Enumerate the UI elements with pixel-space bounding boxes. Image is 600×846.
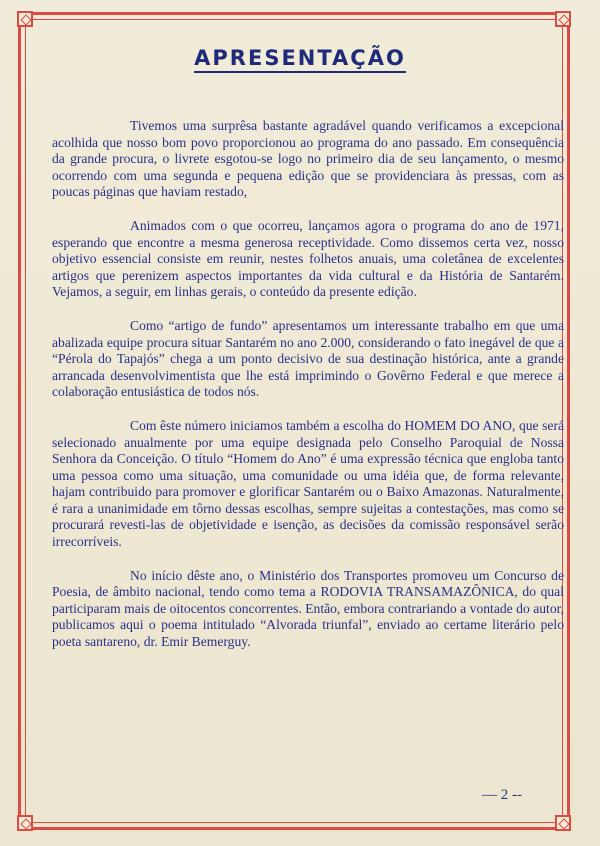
corner-ornament-icon bbox=[17, 11, 33, 27]
page-title-text: APRESENTAÇÃO bbox=[194, 46, 406, 73]
corner-ornament-icon bbox=[555, 11, 571, 27]
body-text bbox=[52, 118, 564, 651]
paragraph: Como “artigo de fundo” apresentamos um interessante trabalho em que uma abalizada equipe procura situar Santarém no ano 2.000, considerando o fato inegável de que a “Pérola do Tapajós” chega a um ponto decisivo de sua destinação histórica, ante a grande arrancada desenvolvimentista que lhe está imprimindo o Govêrno Federal e que merece a colaboração entusiástica de todos nós. bbox=[52, 317, 564, 400]
paragraph: Tivemos uma surprêsa bastante agradável quando verificamos a excepcional acolhida que nosso bom povo proporcionou ao programa do ano passado. Em consequência da grande procura, o livrete esgotou-se logo no primeiro dia de seu lançamento, o mesmo ocorrendo com uma segunda e pequena edição que se providenciara às pressas, com as poucas páginas que haviam restado, bbox=[52, 118, 564, 200]
paragraph: No início dêste ano, o Ministério dos Transportes promoveu um Concurso de Poesia, de âmbito nacional, tendo como tema a RODOVIA TRANSAMAZÔNICA, do qual participaram mais de oitocentos concorrentes. Então, embora contrariando a vontade do autor, publicamos aqui o poema intitulado “Alvorada triunfal”, enviado ao certame literário pelo poeta santareno, dr. Emir Bemerguy. bbox=[52, 567, 564, 650]
paragraph: Com êste número iniciamos também a escolha do HOMEM DO ANO, que será selecionado anualmente por uma equipe designada pelo Conselho Paroquial de Nossa Senhora da Conceição. O título “Homem do Ano” é uma expressão técnica que engloba tanto uma pessoa como uma situação, uma comunidade ou uma idéia que, de forma relevante, hajam contribuido para promover e glorificar Santarém ou o Baixo Amazonas. Naturalmente, é rara a unanimidade em tôrno dessas escolhas, sempre sujeitas a contestações, mas como se procurará revesti-las de objetividade e isenção, as decisões da comissão responsável serão irrecorríveis. bbox=[52, 417, 564, 550]
corner-ornament-icon bbox=[17, 815, 33, 831]
corner-ornament-icon bbox=[555, 815, 571, 831]
page-title bbox=[0, 46, 600, 73]
page-number: — 2 -- bbox=[482, 787, 522, 803]
paragraph: Animados com o que ocorreu, lançamos agora o programa do ano de 1971, esperando que encontre a mesma generosa receptividade. Como dissemos certa vez, nosso objetivo essencial consiste em reunir, nestes folhetos anuais, uma coletânea de excelentes artigos que perenizem aspectos importantes da vida cultural e da História de Santarém. Vejamos, a seguir, em linhas gerais, o conteúdo da presente edição. bbox=[52, 217, 564, 300]
